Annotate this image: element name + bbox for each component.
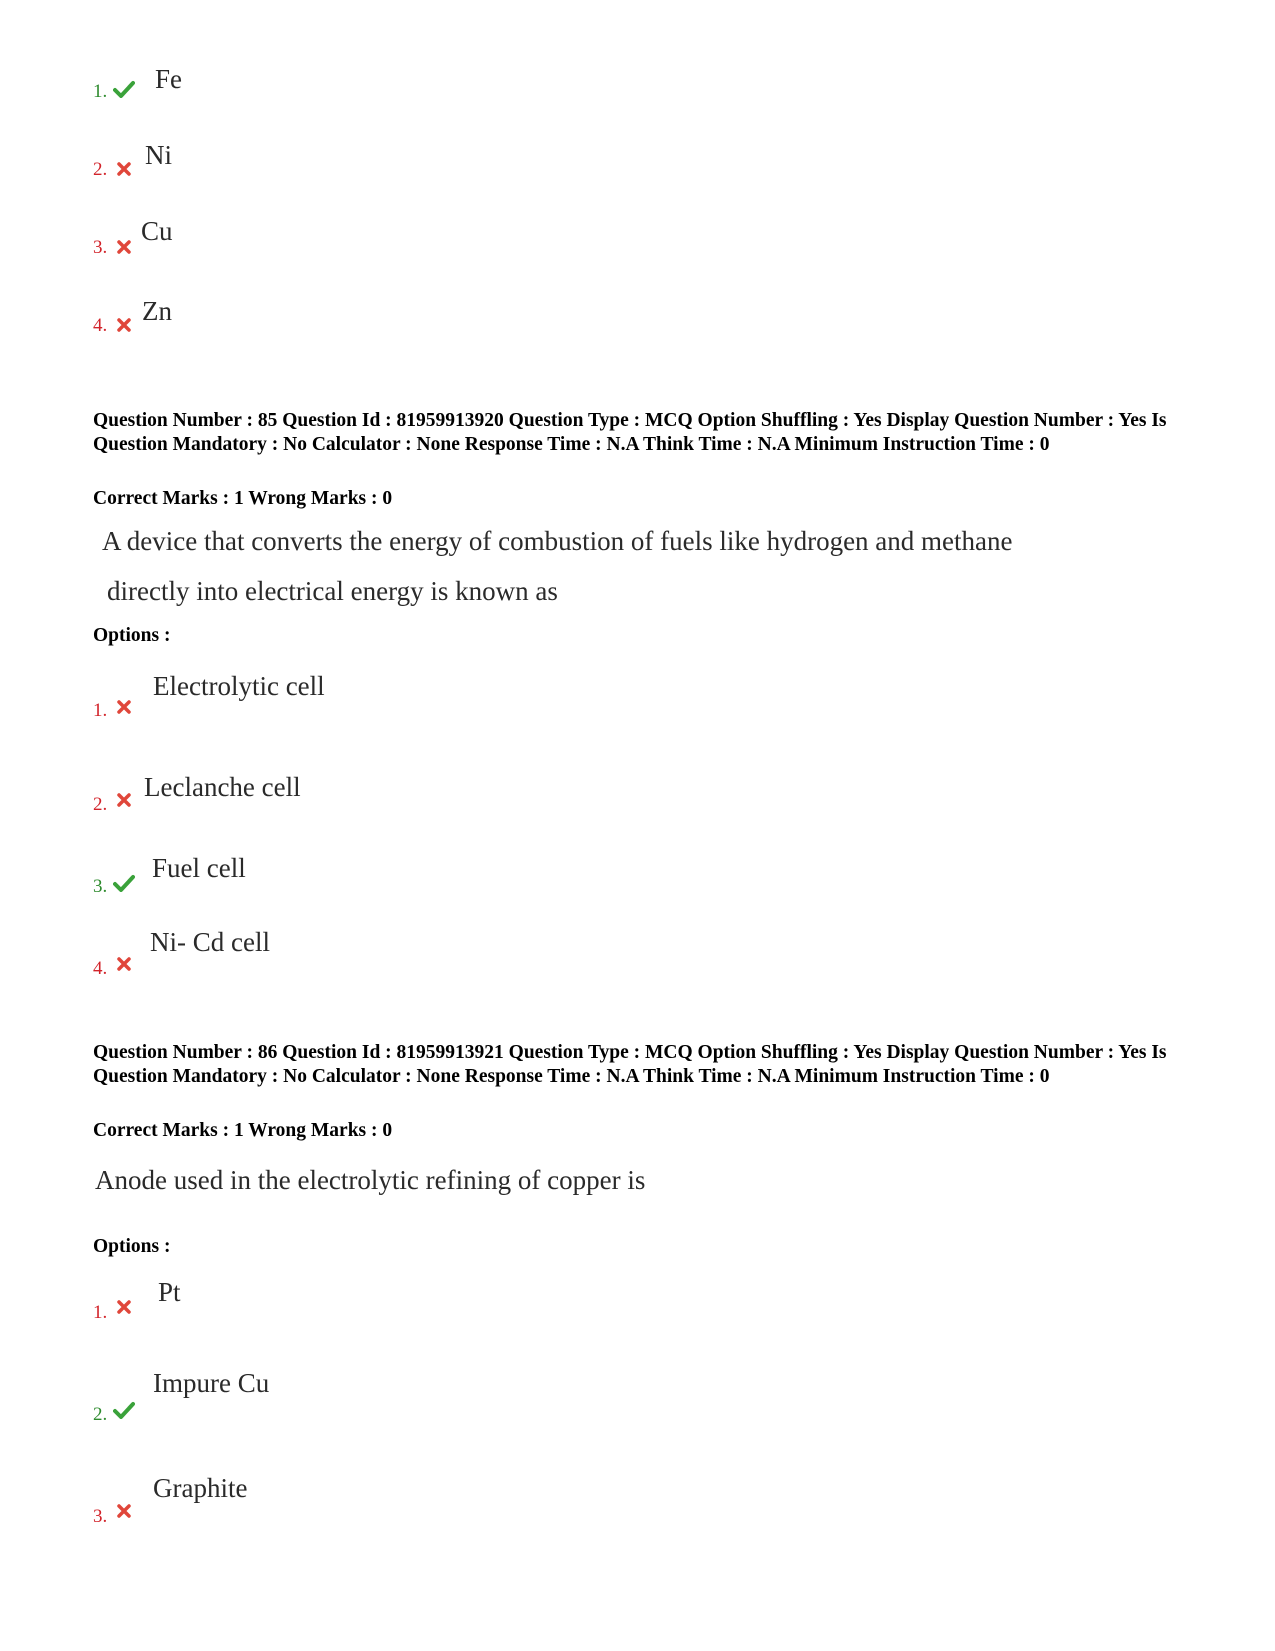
question-meta: Question Number : 86 Question Id : 81959913921 Question Type : MCQ Option Shuffling : Yes Display Question Number : Yes Is Question Mandatory : No Calculator : None Response Time : N.A Think Time : N.A Minimum Instruction Time : 0 xyxy=(93,1042,1167,1087)
option-text: Graphite xyxy=(153,1473,248,1503)
options-label: Options : xyxy=(93,1236,171,1257)
option-number: 4. xyxy=(93,958,108,979)
question-text: Anode used in the electrolytic refining of copper is xyxy=(95,1165,646,1195)
question-marks: Correct Marks : 1 Wrong Marks : 0 xyxy=(93,1120,393,1141)
option-text: Impure Cu xyxy=(153,1368,270,1398)
question-text: directly into electrical energy is known as xyxy=(107,576,558,606)
option-number: 3. xyxy=(93,237,108,258)
cross-icon xyxy=(117,240,131,254)
question-meta: Question Number : 85 Question Id : 81959913920 Question Type : MCQ Option Shuffling : Yes Display Question Number : Yes Is Question Mandatory : No Calculator : None Response Time : N.A Think Time : N.A Minimum Instruction Time : 0 xyxy=(93,410,1167,455)
option-text: Zn xyxy=(142,296,172,326)
option-number: 3. xyxy=(93,876,108,897)
option-text: Cu xyxy=(141,216,173,246)
option-number: 1. xyxy=(93,81,108,102)
cross-icon xyxy=(117,700,131,714)
cross-icon xyxy=(117,1504,131,1518)
option-number: 1. xyxy=(93,700,108,721)
option-text: Electrolytic cell xyxy=(153,671,325,701)
option-number: 2. xyxy=(93,794,108,815)
cross-icon xyxy=(117,957,131,971)
option-text: Ni- Cd cell xyxy=(150,927,270,957)
check-icon xyxy=(113,80,135,98)
options-label: Options : xyxy=(93,625,171,646)
check-icon xyxy=(113,1401,135,1419)
option-text: Ni xyxy=(145,140,172,170)
check-icon xyxy=(113,874,135,892)
cross-icon xyxy=(117,1300,131,1314)
option-number: 4. xyxy=(93,315,108,336)
question-text: A device that converts the energy of combustion of fuels like hydrogen and methane xyxy=(102,526,1013,556)
cross-icon xyxy=(117,793,131,807)
option-number: 2. xyxy=(93,159,108,180)
option-number: 2. xyxy=(93,1404,108,1425)
option-text: Leclanche cell xyxy=(144,772,301,802)
cross-icon xyxy=(117,318,131,332)
option-text: Fe xyxy=(155,64,182,94)
cross-icon xyxy=(117,162,131,176)
question-marks: Correct Marks : 1 Wrong Marks : 0 xyxy=(93,488,393,509)
option-text: Fuel cell xyxy=(152,853,246,883)
option-number: 1. xyxy=(93,1302,108,1323)
option-text: Pt xyxy=(158,1277,181,1307)
option-number: 3. xyxy=(93,1506,108,1527)
